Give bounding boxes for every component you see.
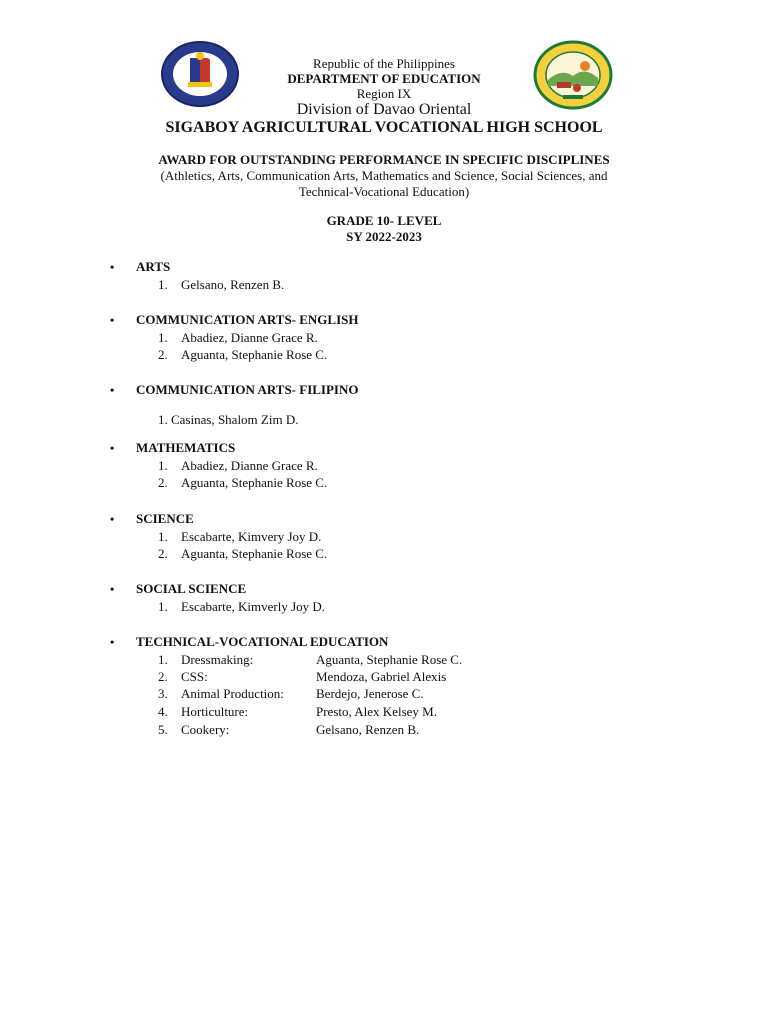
bullet-icon: • xyxy=(110,383,115,397)
category-title: ARTS xyxy=(136,259,171,274)
list-number: 1. xyxy=(158,458,168,473)
bullet-icon: • xyxy=(110,512,115,526)
award-description-line-2: Technical-Vocational Education) xyxy=(298,184,470,199)
category-mathematics xyxy=(110,440,235,456)
awardee-name: Presto, Alex Kelsey M. xyxy=(316,704,437,719)
department-heading: DEPARTMENT OF EDUCATION xyxy=(287,71,481,86)
list-number: 2. xyxy=(158,475,168,490)
awardee-name: Berdejo, Jenerose C. xyxy=(316,686,424,701)
school-year: SY 2022-2023 xyxy=(346,229,422,244)
region-heading: Region IX xyxy=(356,86,412,101)
list-number: 5. xyxy=(158,722,168,737)
category-technical-vocational-education xyxy=(110,634,388,650)
awardee-name: 1. Casinas, Shalom Zim D. xyxy=(158,412,299,427)
bullet-icon: • xyxy=(110,441,115,455)
category-title: MATHEMATICS xyxy=(136,440,236,455)
specialization-name: CSS: xyxy=(181,669,208,684)
specialization-name: Horticulture: xyxy=(181,704,249,719)
category-science xyxy=(110,511,194,527)
category-arts xyxy=(110,259,170,275)
awardee-name: Gelsano, Renzen B. xyxy=(316,722,420,737)
category-social-science xyxy=(110,581,246,597)
school-heading: SIGABOY AGRICULTURAL VOCATIONAL HIGH SCHOOL xyxy=(165,119,603,136)
awardee-name: Aguanta, Stephanie Rose C. xyxy=(181,347,328,362)
division-heading: Division of Davao Oriental xyxy=(296,101,472,118)
list-number: 1. xyxy=(158,529,168,544)
category-title: COMMUNICATION ARTS- ENGLISH xyxy=(136,312,359,327)
list-number: 1. xyxy=(158,277,168,292)
bullet-icon: • xyxy=(110,582,115,596)
awardee-name: Escabarte, Kimvery Joy D. xyxy=(181,529,322,544)
category-title: SOCIAL SCIENCE xyxy=(136,581,247,596)
awardee-name: Aguanta, Stephanie Rose C. xyxy=(181,546,328,561)
bullet-icon: • xyxy=(110,313,115,327)
specialization-name: Animal Production: xyxy=(181,686,284,701)
list-number: 1. xyxy=(158,330,168,345)
list-number: 2. xyxy=(158,347,168,362)
category-title: COMMUNICATION ARTS- FILIPINO xyxy=(136,382,359,397)
award-description-line-1: (Athletics, Arts, Communication Arts, Mathematics and Science, Social Sciences, and xyxy=(160,168,608,183)
bullet-icon: • xyxy=(110,635,115,649)
awardee-name: Aguanta, Stephanie Rose C. xyxy=(316,652,463,667)
category-communication-arts-filipino xyxy=(110,382,358,398)
list-number: 3. xyxy=(158,686,168,701)
grade-level: GRADE 10- LEVEL xyxy=(326,213,442,228)
list-number: 1. xyxy=(158,652,168,667)
awardee-name: Abadiez, Dianne Grace R. xyxy=(181,330,318,345)
category-title: SCIENCE xyxy=(136,511,194,526)
list-number: 4. xyxy=(158,704,168,719)
awardee-name: Abadiez, Dianne Grace R. xyxy=(181,458,318,473)
list-number: 2. xyxy=(158,546,168,561)
awardee-name: Mendoza, Gabriel Alexis xyxy=(316,669,447,684)
awardee-name: Aguanta, Stephanie Rose C. xyxy=(181,475,328,490)
awardee-name: Gelsano, Renzen B. xyxy=(181,277,285,292)
specialization-name: Dressmaking: xyxy=(181,652,254,667)
republic-heading: Republic of the Philippines xyxy=(313,56,455,71)
list-number: 2. xyxy=(158,669,168,684)
specialization-name: Cookery: xyxy=(181,722,230,737)
award-title: AWARD FOR OUTSTANDING PERFORMANCE IN SPECIFIC DISCIPLINES xyxy=(158,152,610,167)
list-number: 1. xyxy=(158,599,168,614)
bullet-icon: • xyxy=(110,260,115,274)
category-title: TECHNICAL-VOCATIONAL EDUCATION xyxy=(136,634,389,649)
category-communication-arts-english xyxy=(110,312,359,328)
awardee-name: Escabarte, Kimverly Joy D. xyxy=(181,599,326,614)
